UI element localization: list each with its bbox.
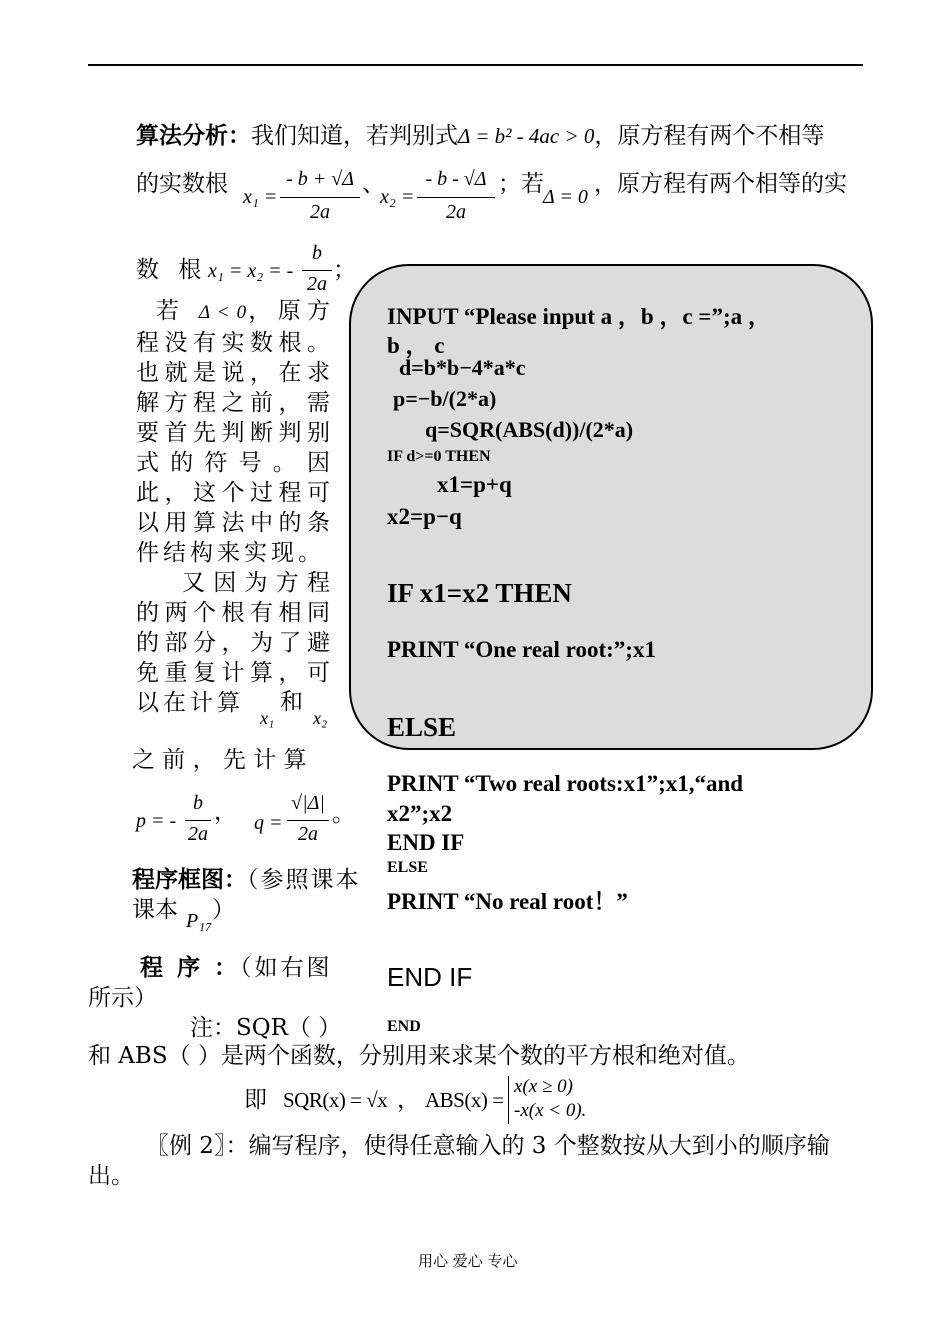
- p-lhs: p = -: [136, 810, 177, 832]
- intro-line-3-suffix: ；: [333, 257, 356, 283]
- before-compute: 之 前 ， 先 计 算: [132, 747, 307, 773]
- code-else-2: ELSE: [387, 859, 428, 876]
- flowchart-label: 程序框图：: [132, 866, 247, 893]
- page-reference: P₁₇: [186, 910, 213, 932]
- q-numerator: √|Δ|: [291, 792, 325, 814]
- negative-discriminant: Δ < 0: [198, 302, 247, 323]
- code-else-1: ELSE: [387, 712, 457, 742]
- ji-text: 即: [244, 1087, 267, 1113]
- separator: 、: [362, 171, 385, 197]
- q-fraction: [287, 792, 329, 852]
- code-x2-assign: x2=p−q: [387, 504, 462, 529]
- x2-fraction-bar: [417, 197, 495, 198]
- intro-line-1: [136, 124, 824, 148]
- program-line: [140, 956, 333, 980]
- abs-case-negative: -x(x < 0).: [514, 1100, 587, 1121]
- code-discriminant: d=b*b−4*a*c: [399, 355, 526, 380]
- code-end-if-1: END IF: [387, 830, 465, 855]
- left-column-text: [136, 296, 334, 718]
- program-text-2: 所示）: [88, 985, 157, 1011]
- x2-fraction: [417, 168, 495, 228]
- header-rule: [88, 64, 863, 66]
- x2-lhs: x₂ =: [380, 186, 415, 208]
- abs-case-positive: x(x ≥ 0): [514, 1076, 573, 1097]
- program-label: 程 序 ：: [140, 954, 241, 981]
- code-print-two-cont: x2”;x2: [387, 801, 453, 826]
- q-denominator: 2a: [298, 823, 318, 845]
- intro-line-2-suffix: ，原方程有两个相等的实: [594, 171, 847, 197]
- x1-lhs: x₁ =: [243, 186, 278, 208]
- code-end-if-2: END IF: [387, 962, 473, 992]
- example-text-2: 出。: [88, 1163, 134, 1189]
- code-q-assign: q=SQR(ABS(d))/(2*a): [425, 417, 634, 442]
- p1-ruo: 若: [156, 298, 186, 324]
- x2-denominator: 2a: [446, 201, 466, 223]
- q-lhs: q =: [254, 812, 283, 834]
- abs-function-line: 和 ABS（ ）是两个函数，分别用来求某个数的平方根和绝对值。: [88, 1043, 750, 1069]
- textbook-word: 课本: [132, 897, 178, 923]
- code-if-equal: IF x1=x2 THEN: [387, 578, 572, 608]
- x1-fraction: [280, 168, 360, 228]
- p-numerator: b: [193, 792, 203, 814]
- flowchart-line-2: [132, 898, 178, 922]
- x2-numerator: - b - √Δ: [425, 168, 487, 190]
- flowchart-close: ）: [212, 897, 235, 923]
- equal-roots-lhs: x₁ = x₂ = -: [208, 260, 294, 282]
- code-if-d: IF d>=0 THEN: [387, 448, 491, 465]
- equal-roots-fraction: [302, 242, 332, 302]
- code-print-two: PRINT “Two real roots:x1”;x1,“and: [387, 771, 744, 796]
- intro-text-2: ，原方程有两个不相等: [594, 123, 825, 149]
- flowchart-line: [132, 868, 361, 892]
- code-p-assign: p=−b/(2*a): [393, 386, 497, 411]
- he-text: 和: [280, 689, 303, 715]
- x1-symbol: x₁: [260, 708, 275, 728]
- equal-roots-denominator: 2a: [307, 273, 327, 295]
- q-period: 。: [332, 801, 355, 827]
- example-line: [146, 1134, 830, 1158]
- q-fraction-bar: [287, 820, 329, 821]
- analysis-label: 算法分析：: [136, 122, 251, 149]
- discriminant-expr: Δ = b² - 4ac > 0: [458, 124, 595, 148]
- code-input-line: INPUT “Please input a ，b ，c =”;a ，: [387, 304, 771, 329]
- x1-numerator: - b + √Δ: [286, 168, 354, 190]
- note-sqr: 注：SQR（ ）: [190, 1015, 342, 1041]
- paragraph-negative-discriminant: [136, 296, 334, 568]
- flowchart-text: （参照课本: [247, 867, 361, 893]
- code-end: END: [387, 1018, 421, 1035]
- discriminant-zero: Δ = 0: [543, 186, 588, 208]
- p-comma: ，: [214, 799, 237, 825]
- abs-definition-lhs: ABS(x) =: [425, 1088, 504, 1112]
- equal-roots-numerator: b: [312, 242, 322, 264]
- p1-text: ，原方程没有实数根。也就是说，在求解方程之前，需要首先判断判别式的符号。因此，这个过程可以用算法中的条件结构来实现。: [136, 298, 335, 566]
- intro-line-3-prefix: 数 根: [136, 257, 208, 283]
- code-x1-assign: x1=p+q: [437, 472, 512, 497]
- equal-roots-bar: [302, 270, 332, 271]
- x1-denominator: 2a: [310, 201, 330, 223]
- example-text: ：编写程序，使得任意输入的 3 个整数按从大到小的顺序输: [225, 1133, 830, 1159]
- example-label: 〖例 2〗: [146, 1133, 226, 1159]
- x2-symbol: x₂: [313, 708, 328, 728]
- sqr-definition: SQR(x) = √x: [283, 1088, 388, 1112]
- x1-fraction-bar: [280, 197, 360, 198]
- semicolon-ruo: ；若: [498, 171, 544, 197]
- intro-text-1: 我们知道，若判别式: [251, 123, 458, 149]
- paragraph-shared-parts: 又因为方程的两个根有相同的部分，为了避免重复计算，可以在计算: [136, 570, 334, 716]
- piecewise-brace: [508, 1076, 509, 1124]
- code-input-vars: b ， c: [387, 333, 445, 358]
- p-fraction-bar: [185, 820, 211, 821]
- intro-line-2-prefix: 的实数根: [136, 171, 228, 197]
- p-denominator: 2a: [188, 823, 208, 845]
- code-print-none: PRINT “No real root！”: [387, 889, 628, 914]
- code-print-one: PRINT “One real root:”;x1: [387, 637, 656, 662]
- page-footer: 用心 爱心 专心: [418, 1252, 518, 1270]
- program-text: （如右图: [240, 955, 333, 981]
- def-comma: ，: [397, 1087, 420, 1113]
- p-fraction: [185, 792, 211, 852]
